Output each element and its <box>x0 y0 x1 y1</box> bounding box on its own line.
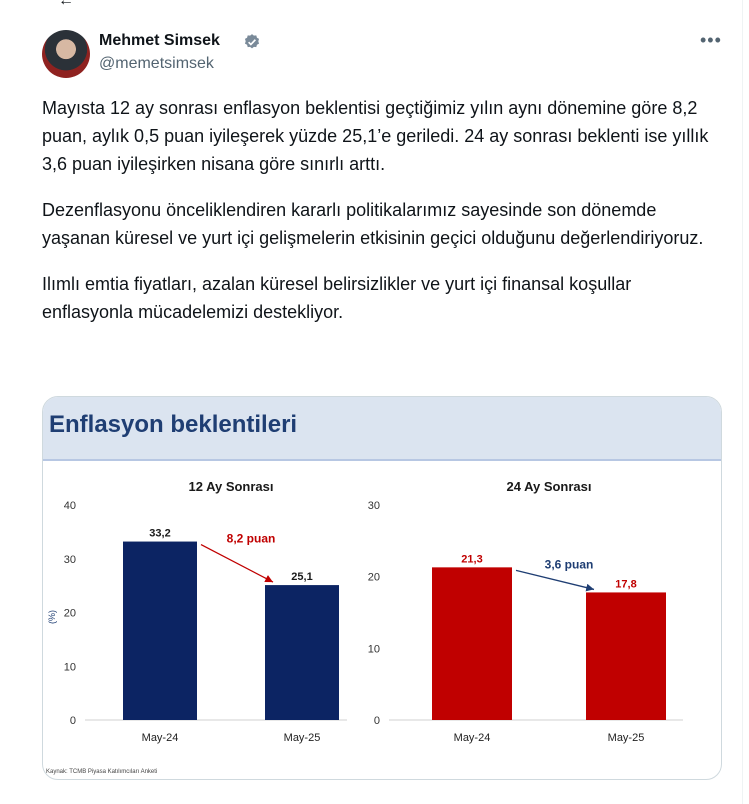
verified-badge-icon <box>243 33 261 51</box>
y-tick-label: 10 <box>367 643 380 656</box>
y-tick-label: 20 <box>367 571 380 584</box>
back-arrow-icon[interactable]: ← <box>58 0 74 9</box>
bar <box>123 542 197 720</box>
tweet-paragraph: Ilımlı emtia fiyatları, azalan küresel belirsizlikler ve yurt içi finansal koşullar enflasyonla mücadelemizi destekliyor. <box>42 274 632 322</box>
tweet-paragraph: Mayısta 12 ay sonrası enflasyon beklentisi geçtiğimiz yılın aynı dönemine göre 8,2 puan, aylık 0,5 puan iyileşerek yüzde 25,1’e geriledi. 24 ay sonrası beklenti ise yıllık 3,6 puan iyileşirken nisana göre sınırlı arttı. <box>42 98 709 174</box>
tweet-paragraph: Dezenflasyonu önceliklendiren kararlı politikalarımız sayesinde son dönemde yaşanan küresel ve yurt içi gelişmelerin etkisinin geçici olduğunu değerlendiriyoruz. <box>42 200 704 248</box>
author-handle[interactable]: @memetsimsek <box>99 55 214 72</box>
x-tick-label: May-25 <box>283 732 321 744</box>
change-arrow <box>516 570 594 589</box>
y-axis-label: (%) <box>47 610 57 624</box>
bar-value-label: 17,8 <box>615 578 637 591</box>
more-horizontal-icon[interactable]: ••• <box>700 30 722 50</box>
bar <box>432 567 512 720</box>
bar-value-label: 33,2 <box>149 527 171 540</box>
chart-source: Kaynak: TCMB Piyasa Katılımcıları Anketi <box>46 769 158 775</box>
y-tick-label: 20 <box>63 607 76 620</box>
bar-value-label: 25,1 <box>291 571 313 584</box>
change-annotation: 3,6 puan <box>544 557 594 572</box>
y-tick-label: 0 <box>69 715 76 727</box>
y-tick-label: 0 <box>373 715 380 727</box>
author-name[interactable]: Mehmet Simsek <box>99 32 220 49</box>
y-tick-label: 30 <box>63 553 76 566</box>
y-tick-label: 40 <box>63 500 76 512</box>
change-arrow <box>201 545 273 583</box>
change-annotation: 8,2 puan <box>226 531 276 546</box>
bar-value-label: 21,3 <box>461 553 483 566</box>
bar <box>265 585 339 720</box>
x-tick-label: May-24 <box>453 732 491 744</box>
chart-title: 24 Ay Sonrası <box>506 479 592 494</box>
bar <box>586 592 666 720</box>
chart-title: 12 Ay Sonrası <box>188 479 274 494</box>
column-divider <box>742 0 743 804</box>
y-tick-label: 30 <box>367 500 380 512</box>
top-header <box>0 0 749 18</box>
y-tick-label: 10 <box>63 661 76 674</box>
tweet-text <box>42 94 722 344</box>
x-tick-label: May-25 <box>607 732 645 744</box>
media-card[interactable] <box>42 396 722 780</box>
card-title: Enflasyon beklentileri <box>49 411 298 438</box>
inflation-expectations-chart <box>43 397 721 779</box>
x-tick-label: May-24 <box>141 732 179 744</box>
avatar[interactable] <box>42 30 90 78</box>
